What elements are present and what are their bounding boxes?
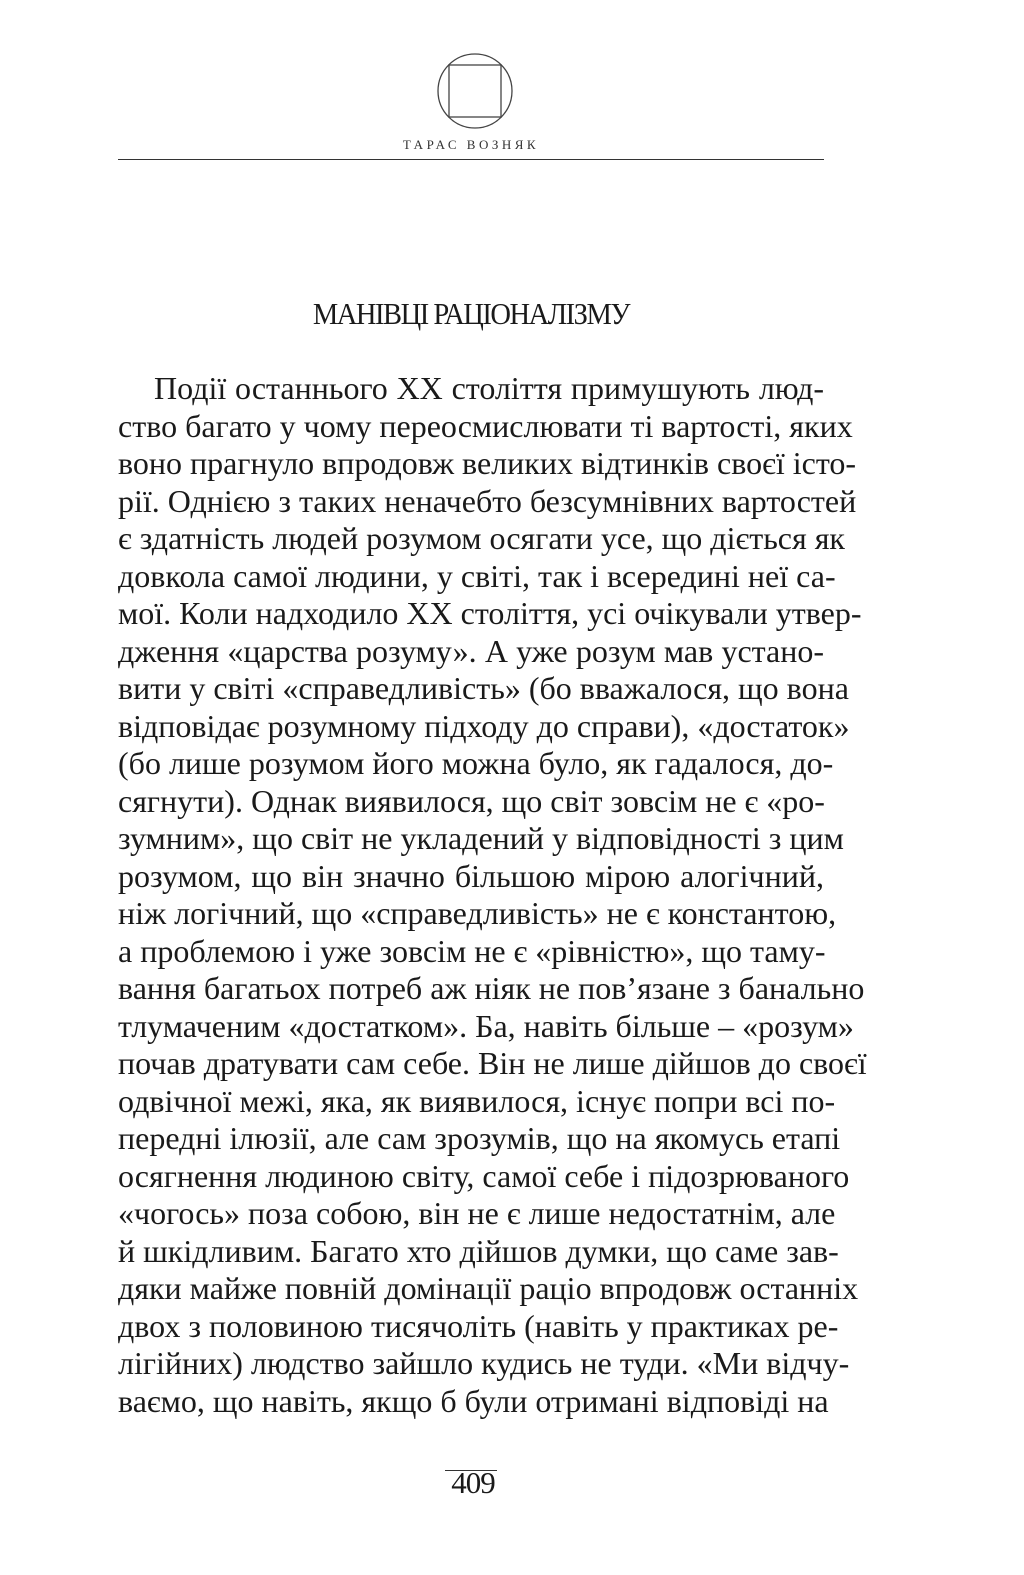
text-line: є здатність людей розумом осягати усе, що діється як — [118, 520, 845, 556]
text-line: вання багатьох потреб аж ніяк не пов’язане з банально — [118, 970, 865, 1006]
text-line: почав дратувати сам себе. Він не лише дійшов до своєї — [118, 1045, 867, 1081]
text-line: а проблемою і уже зовсім не є «рівністю», що таму- — [118, 932, 826, 969]
text-line: дяки майже повній домінації раціо впродовж останніх — [118, 1270, 859, 1306]
text-line: ство багато у чому переосмислювати ті вартості, яких — [118, 407, 853, 444]
text-line: одвічної межі, яка, як виявилося, існує попри всі по- — [118, 1082, 836, 1119]
text-line: лігійних) людство зайшло кудись не туди. «Ми відчу- — [118, 1345, 850, 1381]
text-line: й шкідливим. Багато хто дійшов думки, що саме зав- — [118, 1232, 839, 1269]
text-line: ваємо, що навіть, якщо б були отримані відповіді на — [118, 1382, 829, 1419]
text-line: двох з половиною тисячоліть (навіть у практиках ре- — [118, 1307, 839, 1344]
text-line: довкола самої людини, у світі, так і всередині неї са- — [118, 557, 836, 594]
text-line: осягнення людиною світу, самої себе і підозрюваного — [118, 1157, 850, 1194]
body-text — [118, 370, 867, 1420]
text-line: розумом, що він значно більшою мірою алогічний, — [118, 857, 824, 894]
chapter-title: МАНІВЦІ РАЦІОНАЛІЗМУ — [312, 296, 630, 331]
running-head-author: ТАРАС ВОЗНЯК — [402, 137, 540, 152]
text-line: «чогось» поза собою, він не є лише недостатнім, але — [118, 1195, 836, 1231]
text-line: (бо лише розумом його можна було, як гадалося, до- — [118, 745, 834, 781]
text-line: відповідає розумному підходу до справи), «достаток» — [118, 707, 850, 744]
text-line: воно прагнуло впродовж великих відтинків своєї істо- — [118, 445, 857, 481]
text-line: рії. Однією з таких неначебто безсумнівних вартостей — [118, 482, 857, 519]
text-line: ніж логічний, що «справедливість» не є константою, — [118, 895, 837, 931]
circle-square-logo-icon — [436, 52, 514, 130]
page-number: 409 — [451, 1465, 495, 1500]
text-line: Події останнього ХХ століття примушують люд- — [154, 370, 824, 406]
text-line: передні ілюзії, але сам зрозумів, що на якомусь етапі — [118, 1120, 841, 1156]
text-line: дження «царства розуму». А уже розум мав устано- — [118, 632, 824, 669]
text-line: вити у світі «справедливість» (бо вважалося, що вона — [118, 670, 849, 706]
text-line: мої. Коли надходило ХХ століття, усі очікували утвер- — [118, 595, 862, 631]
text-line: сягнути). Однак виявилося, що світ зовсім не є «ро- — [118, 782, 825, 819]
text-line: тлумаченим «достатком». Ба, навіть більше – «розум» — [118, 1007, 854, 1044]
text-line: зумним», що світ не укладений у відповідності з цим — [118, 820, 844, 856]
header-divider — [118, 159, 824, 160]
